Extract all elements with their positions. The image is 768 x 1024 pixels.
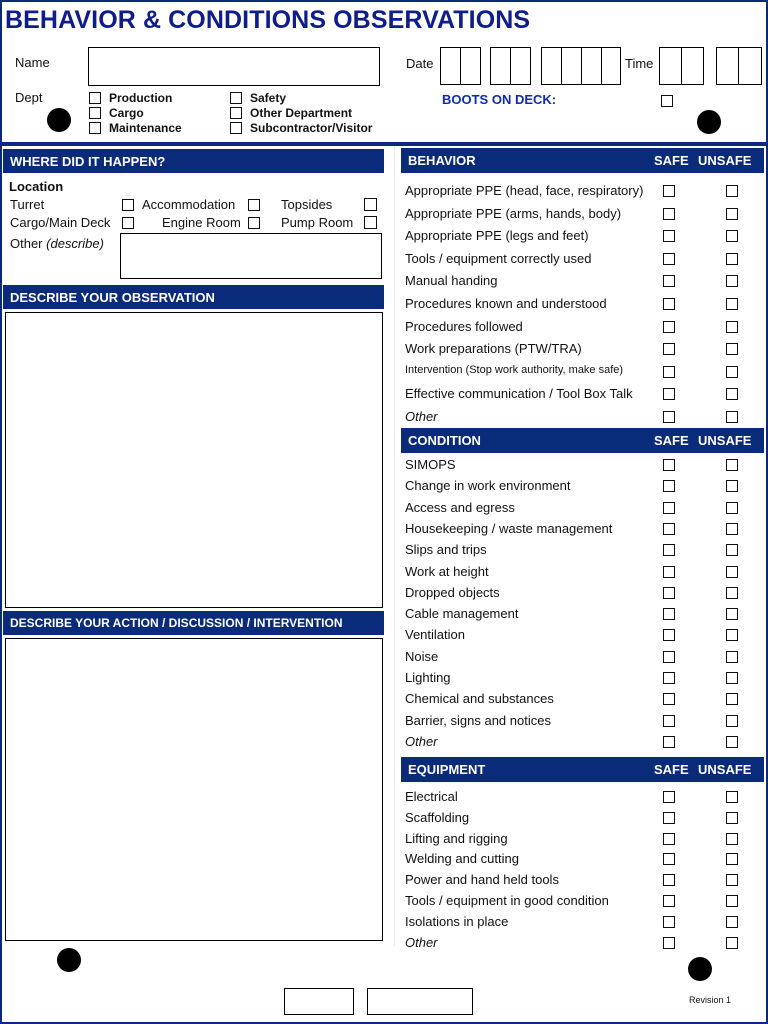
behavior-safe-checkbox[interactable] (663, 343, 675, 355)
observation-field[interactable] (5, 312, 383, 608)
location-option: Pump Room (281, 215, 354, 230)
location-option: Engine Room (162, 215, 241, 230)
behavior-unsafe-header: UNSAFE (698, 153, 752, 168)
equipment-safe-checkbox[interactable] (663, 895, 675, 907)
condition-safe-checkbox[interactable] (663, 715, 675, 727)
condition-item-label: Lighting (405, 670, 451, 685)
header-divider (2, 142, 766, 146)
condition-safe-header: SAFE (654, 433, 689, 448)
equipment-unsafe-header: UNSAFE (698, 762, 752, 777)
observation-heading (3, 285, 384, 309)
condition-safe-checkbox[interactable] (663, 523, 675, 535)
condition-item-label: Noise (405, 648, 439, 664)
behavior-safe-checkbox[interactable] (663, 298, 675, 310)
condition-item-label: Dropped objects (405, 584, 500, 600)
behavior-item-label: Tools / equipment correctly used (405, 250, 592, 266)
condition-item-label: SIMOPS (405, 457, 456, 472)
behavior-unsafe-checkbox[interactable] (726, 230, 738, 242)
condition-item-label: Housekeeping / waste management (405, 520, 613, 536)
condition-safe-checkbox[interactable] (663, 651, 675, 663)
behavior-unsafe-checkbox[interactable] (726, 343, 738, 355)
behavior-item-label: Appropriate PPE (legs and feet) (405, 228, 589, 244)
behavior-unsafe-checkbox[interactable] (726, 388, 738, 400)
equipment-item-label: Scaffolding (405, 809, 470, 825)
location-label: Location (9, 179, 64, 194)
condition-safe-checkbox[interactable] (663, 480, 675, 492)
equipment-unsafe-checkbox[interactable] (726, 874, 738, 886)
behavior-safe-checkbox[interactable] (663, 388, 675, 400)
behavior-item-label: Appropriate PPE (head, face, respiratory) (405, 183, 644, 198)
behavior-unsafe-checkbox[interactable] (726, 208, 738, 220)
dept-option: Safety (250, 91, 287, 105)
location-accommodation-checkbox[interactable] (248, 199, 260, 211)
behavior-unsafe-checkbox[interactable] (726, 411, 738, 423)
equipment-safe-checkbox[interactable] (663, 874, 675, 886)
condition-safe-checkbox[interactable] (663, 672, 675, 684)
location-option: Cargo/Main Deck (10, 215, 111, 230)
condition-item-label: Work at height (405, 563, 489, 579)
equipment-unsafe-checkbox[interactable] (726, 895, 738, 907)
condition-safe-checkbox[interactable] (663, 629, 675, 641)
location-turret-checkbox[interactable] (122, 199, 134, 211)
condition-safe-checkbox[interactable] (663, 736, 675, 748)
equipment-heading-text: EQUIPMENT (408, 762, 486, 777)
dept-option: Other Department (250, 106, 353, 120)
equipment-safe-checkbox[interactable] (663, 853, 675, 865)
location-topsides-checkbox[interactable] (364, 198, 377, 211)
condition-unsafe-checkbox[interactable] (726, 693, 738, 705)
dept-safety-checkbox[interactable] (230, 92, 242, 104)
dept-option: Cargo (109, 106, 144, 120)
behavior-unsafe-checkbox[interactable] (726, 321, 738, 333)
condition-safe-checkbox[interactable] (663, 544, 675, 556)
condition-safe-checkbox[interactable] (663, 693, 675, 705)
dept-subcontractor-checkbox[interactable] (230, 122, 242, 134)
other-hint-text: (describe) (46, 236, 104, 251)
form-title: BEHAVIOR & CONDITIONS OBSERVATIONS (5, 6, 531, 34)
equipment-safe-header: SAFE (654, 762, 689, 777)
equipment-safe-checkbox[interactable] (663, 833, 675, 845)
equipment-unsafe-checkbox[interactable] (726, 937, 738, 949)
behavior-item-label: Manual handing (405, 273, 498, 289)
condition-item-label: Ventilation (405, 627, 465, 643)
equipment-item-label: Power and hand held tools (405, 872, 559, 888)
behavior-unsafe-checkbox[interactable] (726, 253, 738, 265)
dept-maintenance-checkbox[interactable] (89, 122, 101, 134)
action-heading (3, 611, 384, 635)
dept-cargo-checkbox[interactable] (89, 107, 101, 119)
time-minute-field[interactable] (716, 47, 762, 85)
behavior-safe-checkbox[interactable] (663, 366, 675, 378)
footer-field-1[interactable] (284, 988, 354, 1015)
registration-mark-icon (47, 108, 71, 132)
column-divider (394, 146, 395, 946)
condition-unsafe-checkbox[interactable] (726, 736, 738, 748)
where-heading-text: WHERE DID IT HAPPEN? (10, 153, 166, 169)
condition-item-label: Cable management (405, 606, 519, 622)
condition-unsafe-checkbox[interactable] (726, 523, 738, 535)
behavior-item-label: Effective communication / Tool Box Talk (405, 386, 633, 402)
behavior-item-label: Procedures known and understood (405, 296, 607, 311)
equipment-heading (401, 757, 764, 782)
condition-unsafe-checkbox[interactable] (726, 566, 738, 578)
registration-mark-icon (688, 957, 712, 981)
condition-unsafe-header: UNSAFE (698, 433, 752, 448)
behavior-unsafe-checkbox[interactable] (726, 298, 738, 310)
dept-option: Maintenance (109, 121, 182, 135)
condition-unsafe-checkbox[interactable] (726, 587, 738, 599)
location-pump-room-checkbox[interactable] (364, 216, 377, 229)
registration-mark-icon (697, 110, 721, 134)
equipment-unsafe-checkbox[interactable] (726, 916, 738, 928)
time-label: Time (625, 56, 654, 71)
boots-on-deck-label: BOOTS ON DECK: (442, 92, 557, 107)
location-option: Turret (10, 197, 45, 212)
equipment-item-label: Other (405, 934, 438, 950)
dept-option: Production (109, 91, 173, 105)
behavior-safe-checkbox[interactable] (663, 208, 675, 220)
condition-heading (401, 428, 764, 453)
equipment-safe-checkbox[interactable] (663, 937, 675, 949)
condition-safe-checkbox[interactable] (663, 608, 675, 620)
other-label-text: Other (10, 236, 43, 251)
equipment-item-label: Isolations in place (405, 913, 509, 929)
behavior-item-label: Intervention (Stop work authority, make safe) (405, 363, 624, 376)
behavior-safe-checkbox[interactable] (663, 253, 675, 265)
equipment-item-label: Tools / equipment in good condition (405, 893, 609, 908)
dept-label: Dept (15, 90, 43, 105)
where-heading (3, 149, 384, 173)
location-engine-room-checkbox[interactable] (248, 217, 260, 229)
condition-heading-text: CONDITION (408, 433, 481, 448)
condition-unsafe-checkbox[interactable] (726, 651, 738, 663)
equipment-unsafe-checkbox[interactable] (726, 833, 738, 845)
condition-unsafe-checkbox[interactable] (726, 459, 738, 471)
dept-production-checkbox[interactable] (89, 92, 101, 104)
action-heading-text: DESCRIBE YOUR ACTION / DISCUSSION / INTERVENTION (10, 616, 343, 630)
behavior-unsafe-checkbox[interactable] (726, 366, 738, 378)
condition-safe-checkbox[interactable] (663, 502, 675, 514)
equipment-item-label: Lifting and rigging (405, 830, 508, 846)
condition-item-label: Slips and trips (405, 542, 487, 558)
condition-unsafe-checkbox[interactable] (726, 715, 738, 727)
location-other-field[interactable] (120, 233, 382, 279)
behavior-safe-checkbox[interactable] (663, 275, 675, 287)
equipment-unsafe-checkbox[interactable] (726, 791, 738, 803)
behavior-unsafe-checkbox[interactable] (726, 275, 738, 287)
date-year-field[interactable] (541, 47, 621, 85)
equipment-safe-checkbox[interactable] (663, 812, 675, 824)
equipment-safe-checkbox[interactable] (663, 916, 675, 928)
condition-safe-checkbox[interactable] (663, 459, 675, 471)
dept-other-checkbox[interactable] (230, 107, 242, 119)
revision-label: Revision 1 (689, 995, 732, 1005)
equipment-item-label: Welding and cutting (405, 851, 519, 867)
location-option: Accommodation (142, 197, 236, 212)
footer-field-2[interactable] (367, 988, 473, 1015)
dept-option: Subcontractor/Visitor (250, 121, 373, 135)
action-field[interactable] (5, 638, 383, 941)
condition-item-label: Other (405, 733, 438, 749)
behavior-unsafe-checkbox[interactable] (726, 185, 738, 197)
name-field[interactable] (88, 47, 380, 86)
equipment-item-label: Electrical (405, 789, 458, 804)
condition-unsafe-checkbox[interactable] (726, 502, 738, 514)
condition-item-label: Chemical and substances (405, 691, 554, 707)
behavior-safe-checkbox[interactable] (663, 411, 675, 423)
behavior-heading (401, 148, 764, 173)
condition-unsafe-checkbox[interactable] (726, 672, 738, 684)
condition-item-label: Access and egress (405, 499, 515, 515)
boots-on-deck-checkbox[interactable] (661, 95, 673, 107)
condition-unsafe-checkbox[interactable] (726, 544, 738, 556)
location-other-label (10, 236, 104, 251)
name-label: Name (15, 55, 50, 70)
date-day-field[interactable] (440, 47, 481, 85)
time-hour-field[interactable] (659, 47, 704, 85)
equipment-safe-checkbox[interactable] (663, 791, 675, 803)
observation-heading-text: DESCRIBE YOUR OBSERVATION (10, 289, 215, 305)
condition-item-label: Change in work environment (405, 478, 571, 494)
condition-item-label: Barrier, signs and notices (405, 712, 551, 728)
behavior-item-label: Other (405, 409, 438, 424)
behavior-safe-checkbox[interactable] (663, 230, 675, 242)
behavior-heading-text: BEHAVIOR (408, 153, 476, 168)
behavior-safe-checkbox[interactable] (663, 321, 675, 333)
location-cargo-checkbox[interactable] (122, 217, 134, 229)
behavior-item-label: Work preparations (PTW/TRA) (405, 341, 582, 357)
condition-unsafe-checkbox[interactable] (726, 629, 738, 641)
equipment-unsafe-checkbox[interactable] (726, 812, 738, 824)
condition-safe-checkbox[interactable] (663, 587, 675, 599)
location-option: Topsides (281, 197, 333, 212)
behavior-safe-checkbox[interactable] (663, 185, 675, 197)
condition-safe-checkbox[interactable] (663, 566, 675, 578)
behavior-safe-header: SAFE (654, 153, 689, 168)
date-label: Date (406, 56, 434, 71)
registration-mark-icon (57, 948, 81, 972)
behavior-item-label: Procedures followed (405, 318, 523, 334)
behavior-item-label: Appropriate PPE (arms, hands, body) (405, 205, 622, 221)
condition-unsafe-checkbox[interactable] (726, 480, 738, 492)
condition-unsafe-checkbox[interactable] (726, 608, 738, 620)
date-month-field[interactable] (490, 47, 531, 85)
equipment-unsafe-checkbox[interactable] (726, 853, 738, 865)
